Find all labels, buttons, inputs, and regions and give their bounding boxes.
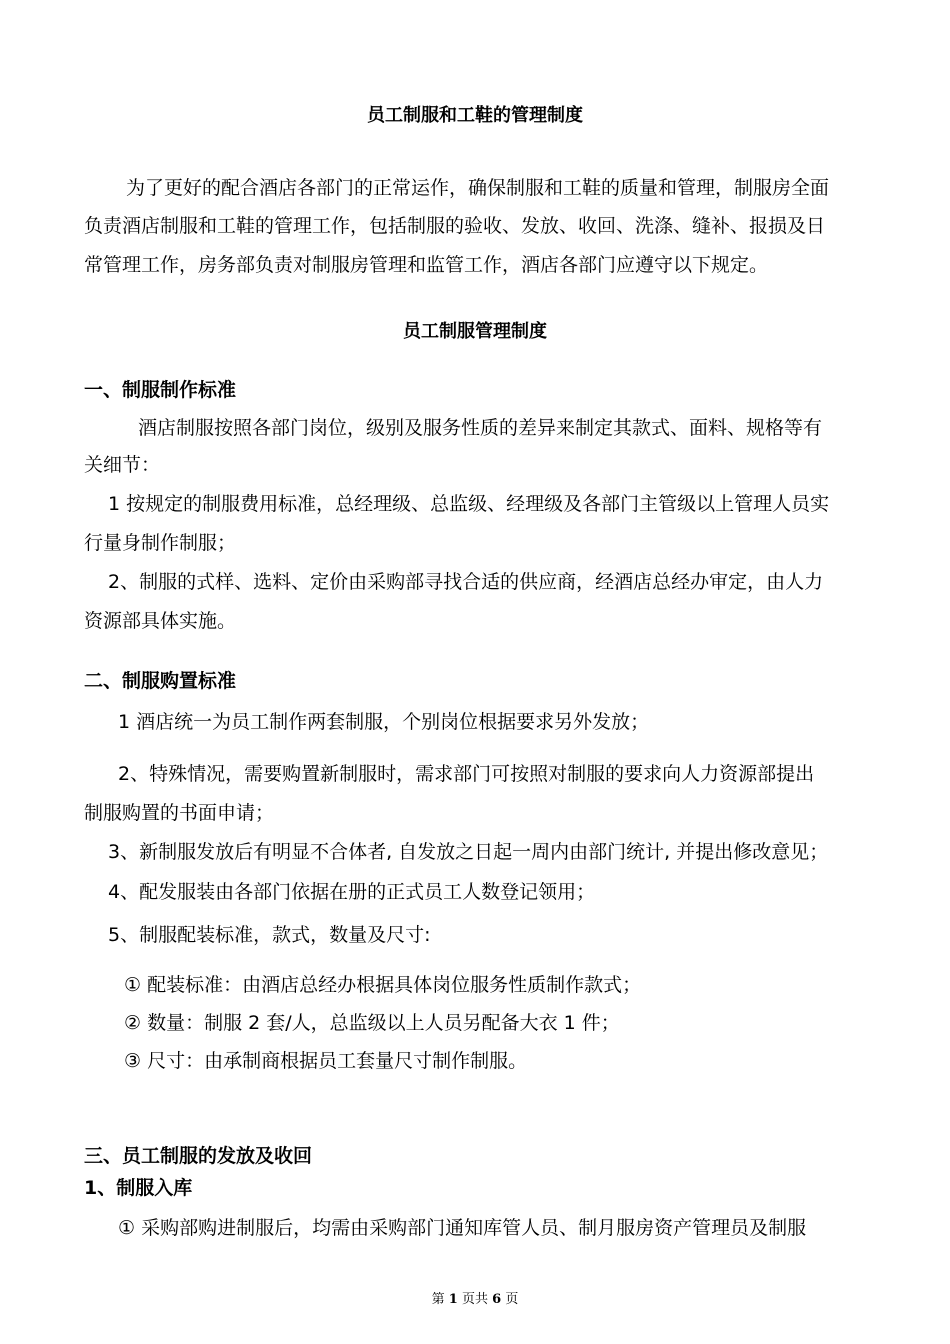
intro-line-2: 负责酒店制服和工鞋的管理工作，包括制服的验收、发放、收回、洗涤、缝补、报损及日: [84, 215, 826, 237]
section-2-item-1: 1 酒店统一为员工制作两套制服，个别岗位根据要求另外发放；: [118, 711, 650, 733]
page-title: 员工制服和工鞋的管理制度: [367, 105, 583, 126]
section-2-item-5: 5、制服配装标准，款式，数量及尺寸:: [108, 924, 431, 946]
section-2-item-3: 3、新制服发放后有明显不合体者, 自发放之日起一周内由部门统计, 并提出修改意见；: [108, 841, 829, 863]
footer-total-pages: 6: [492, 1292, 502, 1307]
section-2-sub-item-3: ③ 尺寸：由承制商根据员工套量尺寸制作制服。: [124, 1050, 528, 1072]
footer-suffix: 页: [505, 1292, 519, 1307]
section-2-sub-item-1: ① 配装标准：由酒店总经办根据具体岗位服务性质制作款式；: [124, 974, 642, 996]
section-1-heading: 一、制服制作标准: [84, 379, 237, 401]
footer-page-number: 1: [448, 1292, 458, 1307]
footer-middle: 页共: [461, 1292, 488, 1307]
section-1-paragraph-line-1: 酒店制服按照各部门岗位，级别及服务性质的差异来制定其款式、面料、规格等有: [138, 417, 823, 439]
section-2-item-2-line-1: 2、特殊情况，需要购置新制服时，需求部门可按照对制服的要求向人力资源部提出: [118, 763, 815, 785]
section-2-sub-item-2: ② 数量：制服 2 套/人，总监级以上人员另配备大衣 1 件；: [124, 1012, 620, 1034]
section-1-item-1-line-1: 1 按规定的制服费用标准，总经理级、总监级、经理级及各部门主管级以上管理人员实: [108, 493, 830, 515]
section-3-item-1: ① 采购部购进制服后，均需由采购部门通知库管人员、制月服房资产管理员及制服: [118, 1217, 807, 1239]
section-1-item-2-line-1: 2、制服的式样、选料、定价由采购部寻找合适的供应商，经酒店总经办审定，由人力: [108, 571, 824, 593]
section-1-item-1-line-2: 行量身制作制服；: [84, 532, 237, 554]
intro-line-3: 常管理工作，房务部负责对制服房管理和监管工作，酒店各部门应遵守以下规定。: [84, 254, 769, 276]
intro-line-1: 为了更好的配合酒店各部门的正常运作，确保制服和工鞋的质量和管理，制服房全面: [126, 177, 830, 199]
footer-prefix: 第: [431, 1292, 445, 1307]
section-subtitle: 员工制服管理制度: [403, 321, 547, 342]
section-2-item-4: 4、配发服装由各部门依据在册的正式员工人数登记领用；: [108, 881, 596, 903]
section-1-paragraph-line-2: 关细节：: [84, 454, 161, 476]
section-3-subheading: 1、制服入库: [84, 1177, 193, 1199]
section-2-heading: 二、制服购置标准: [84, 670, 237, 692]
section-1-item-2-line-2: 资源部具体实施。: [84, 610, 237, 632]
page-footer: [0, 1291, 950, 1309]
section-3-heading: 三、员工制服的发放及收回: [84, 1145, 313, 1167]
section-2-item-2-line-2: 制服购置的书面申请；: [84, 802, 275, 824]
